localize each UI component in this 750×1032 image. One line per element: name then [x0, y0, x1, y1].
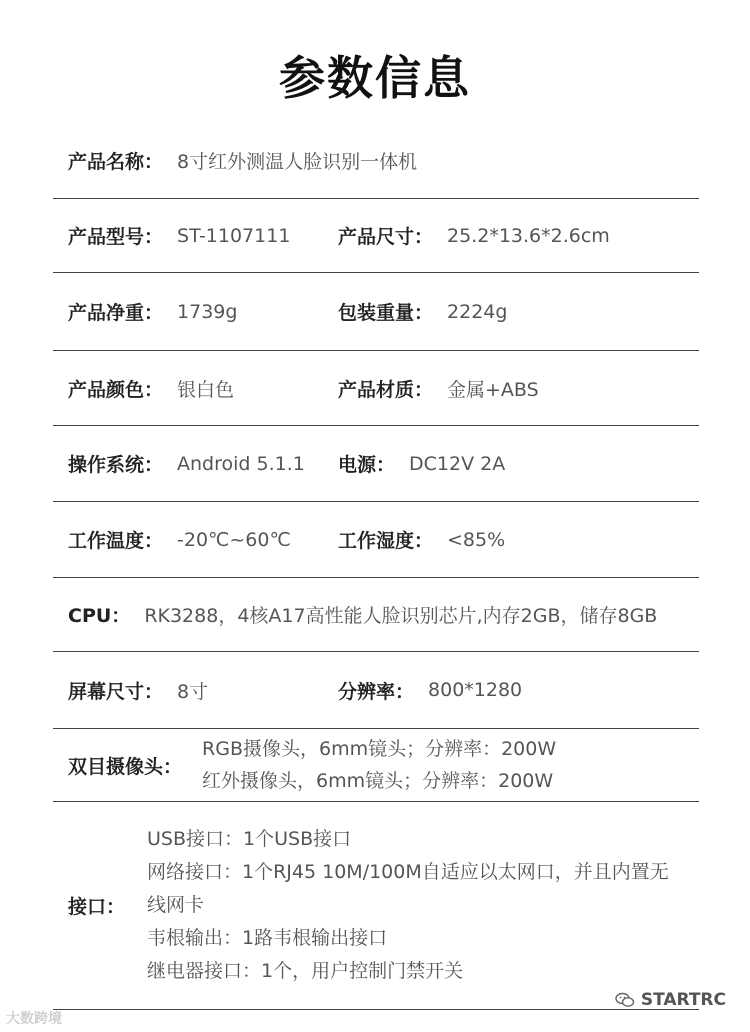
spec-row-model-size — [53, 199, 699, 273]
power-label: 电源： — [338, 454, 396, 476]
spec-row-os-power — [53, 426, 699, 502]
cpu-value: RK3288，4核A17高性能人脸识别芯片,内存2GB，储存8GB — [144, 605, 658, 627]
watermark: 大数跨境 — [6, 1011, 62, 1027]
name-value: 8寸红外测温人脸识别一体机 — [177, 150, 418, 173]
ports-label: 接口： — [68, 896, 126, 918]
ports-line: 网络接口：1个RJ45 10M/100M自适应以太网口，并且内置无线网卡 — [147, 861, 669, 916]
size-value: 25.2*13.6*2.6cm — [447, 224, 610, 247]
os-label: 操作系统： — [68, 454, 164, 476]
spec-row-temp-humidity — [53, 502, 699, 578]
name-label: 产品名称： — [68, 150, 164, 173]
os-value: Android 5.1.1 — [177, 452, 305, 475]
size-label: 产品尺寸： — [338, 226, 434, 248]
net-weight-value: 1739g — [177, 300, 238, 323]
spec-row-name — [53, 122, 699, 199]
power-value: DC12V 2A — [409, 452, 506, 475]
ports-line: USB接口：1个USB接口 — [147, 828, 352, 850]
work-temp-value: -20℃~60℃ — [177, 528, 291, 551]
ports-line: 继电器接口：1个，用户控制门禁开关 — [147, 960, 464, 982]
spec-row-weights — [53, 273, 699, 351]
spec-row-camera — [53, 729, 699, 802]
work-humidity-label: 工作湿度： — [338, 530, 434, 552]
resolution-label: 分辨率： — [338, 680, 415, 703]
color-label: 产品颜色： — [68, 378, 164, 401]
model-label: 产品型号： — [68, 226, 164, 248]
brand-name: STARTRC — [640, 990, 726, 1010]
ports-line: 韦根输出：1路韦根输出接口 — [147, 927, 388, 949]
model-value: ST-1107111 — [177, 224, 291, 247]
spec-row-color-material — [53, 351, 699, 426]
work-humidity-value: <85% — [447, 528, 506, 551]
material-value: 金属+ABS — [447, 378, 539, 401]
spec-row-cpu — [53, 578, 699, 652]
screen-value: 8寸 — [177, 680, 209, 703]
spec-row-screen-resolution — [53, 652, 699, 729]
page-title: 参数信息 — [279, 51, 471, 105]
color-value: 银白色 — [177, 378, 235, 401]
spec-row-ports — [53, 802, 699, 1010]
brand-badge — [615, 990, 726, 1010]
wechat-icon — [615, 992, 635, 1008]
camera-lines — [202, 733, 556, 797]
pack-weight-label: 包装重量： — [338, 302, 434, 324]
work-temp-label: 工作温度： — [68, 530, 164, 552]
spec-table — [53, 122, 699, 1010]
pack-weight-value: 2224g — [447, 300, 508, 323]
cpu-label: CPU： — [68, 605, 131, 627]
camera-line: 红外摄像头，6mm镜头；分辨率：200W — [202, 770, 554, 792]
net-weight-label: 产品净重： — [68, 302, 164, 324]
ports-lines — [147, 823, 687, 988]
material-label: 产品材质： — [338, 378, 434, 401]
camera-label: 双目摄像头： — [68, 755, 183, 778]
resolution-value: 800*1280 — [428, 679, 523, 701]
camera-line: RGB摄像头，6mm镜头；分辨率：200W — [202, 738, 557, 760]
screen-label: 屏幕尺寸： — [68, 680, 164, 703]
